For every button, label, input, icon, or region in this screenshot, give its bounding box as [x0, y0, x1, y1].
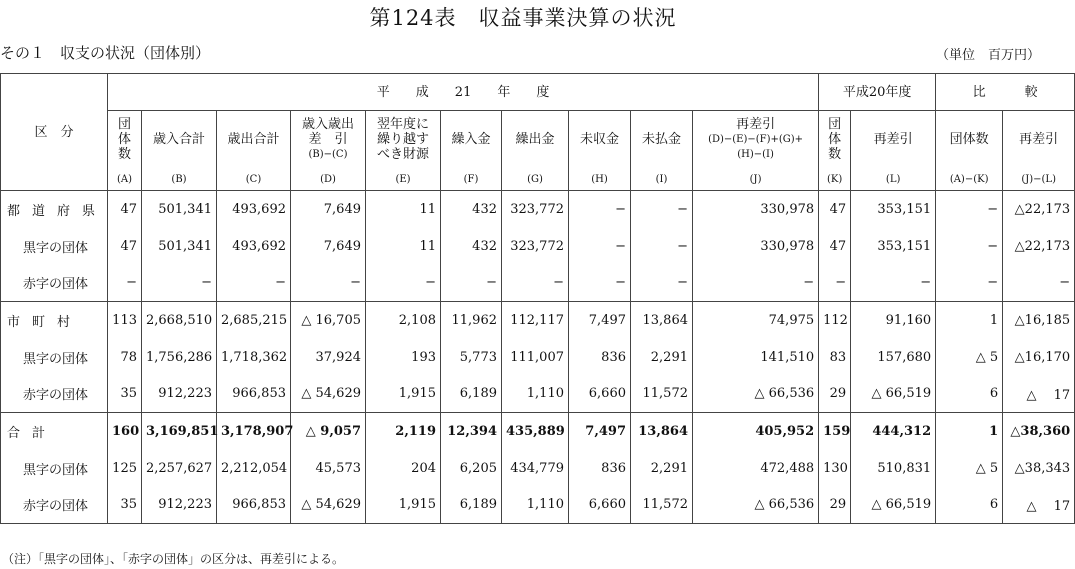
- table-cell: −: [291, 265, 366, 302]
- table-cell: 12,394: [441, 413, 502, 450]
- row-label: 黒字の団体: [1, 228, 108, 265]
- table-cell: 7,497: [569, 413, 631, 450]
- row-label: 黒字の団体: [1, 450, 108, 487]
- col-header-g: 繰出金: [502, 111, 569, 169]
- col-header-j: 再差引 (D)−(E)−(F)+(G)+(H)−(I): [693, 111, 819, 169]
- col-code-c: (C): [217, 169, 291, 191]
- table-cell: 2,119: [366, 413, 441, 450]
- table-cell: −: [217, 265, 291, 302]
- table-cell: −: [819, 265, 851, 302]
- table-cell: 125: [108, 450, 142, 487]
- table-cell: 2,257,627: [142, 450, 217, 487]
- table-cell: 472,488: [693, 450, 819, 487]
- col-code-l: (L): [851, 169, 936, 191]
- table-cell: 7,649: [291, 191, 366, 228]
- col-code-i: (I): [631, 169, 693, 191]
- table-cell: −: [441, 265, 502, 302]
- table-cell: 432: [441, 228, 502, 265]
- table-cell: −: [693, 265, 819, 302]
- row-label: 合計: [1, 413, 108, 450]
- col-code-j: (J): [693, 169, 819, 191]
- table-cell: 2,108: [366, 302, 441, 339]
- table-cell: △ 5: [936, 339, 1003, 376]
- table-cell: △ 66,536: [693, 376, 819, 413]
- table-cell: 435,889: [502, 413, 569, 450]
- table-cell: 47: [819, 191, 851, 228]
- col-header-a: 団体数: [117, 117, 131, 163]
- table-cell: 405,952: [693, 413, 819, 450]
- col-header-ak: 団体数: [936, 111, 1003, 169]
- table-cell: −: [142, 265, 217, 302]
- row-label: 赤字の団体: [1, 487, 108, 524]
- table-cell: 204: [366, 450, 441, 487]
- table-cell: 1,915: [366, 376, 441, 413]
- row-label: 都道府県: [1, 191, 108, 228]
- table-cell: 130: [819, 450, 851, 487]
- table-cell: 11: [366, 228, 441, 265]
- col-code-g: (G): [502, 169, 569, 191]
- table-cell: 330,978: [693, 191, 819, 228]
- table-cell: △ 66,536: [693, 487, 819, 524]
- table-row: [1, 265, 1075, 302]
- table-cell: 47: [819, 228, 851, 265]
- table-cell: 1,110: [502, 487, 569, 524]
- table-cell: 501,341: [142, 191, 217, 228]
- table-cell: −: [631, 265, 693, 302]
- table-cell: 6,660: [569, 487, 631, 524]
- table-row: [1, 413, 1075, 450]
- col-header-h: 未収金: [569, 111, 631, 169]
- table-cell: 78: [108, 339, 142, 376]
- table-cell: 7,649: [291, 228, 366, 265]
- table-cell: −: [936, 228, 1003, 265]
- table-cell: 836: [569, 450, 631, 487]
- col-code-jl: (J)−(L): [1003, 169, 1075, 191]
- table-cell: 13,864: [631, 302, 693, 339]
- col-code-a: (A): [108, 169, 142, 191]
- col-header-k: 団体数: [819, 111, 851, 169]
- table-cell: 141,510: [693, 339, 819, 376]
- table-cell: 159: [819, 413, 851, 450]
- table-cell: −: [936, 265, 1003, 302]
- header-hikaku: 比 較: [936, 74, 1075, 111]
- settlement-table: [0, 73, 1075, 524]
- table-cell: 510,831: [851, 450, 936, 487]
- table-cell: −: [108, 265, 142, 302]
- table-cell: 13,864: [631, 413, 693, 450]
- table-cell: 353,151: [851, 191, 936, 228]
- header-h21: 平 成 21 年 度: [108, 74, 819, 111]
- table-cell: 35: [108, 376, 142, 413]
- col-code-e: (E): [366, 169, 441, 191]
- table-row: [1, 450, 1075, 487]
- table-cell: 1,915: [366, 487, 441, 524]
- col-code-f: (F): [441, 169, 502, 191]
- col-code-ak: (A)−(K): [936, 169, 1003, 191]
- row-label: 市町村: [1, 302, 108, 339]
- table-cell: △ 54,629: [291, 376, 366, 413]
- table-cell: △ 5: [936, 450, 1003, 487]
- page-title: 第124表 収益事業決算の状況: [369, 6, 677, 30]
- table-cell: △38,360: [1003, 413, 1075, 450]
- table-cell: 6,205: [441, 450, 502, 487]
- col-header-c: 歳出合計: [217, 111, 291, 169]
- col-header-l: 再差引: [851, 111, 936, 169]
- table-cell: 160: [108, 413, 142, 450]
- table-cell: 35: [108, 487, 142, 524]
- col-header-b: 歳入合計: [142, 111, 217, 169]
- table-cell: 193: [366, 339, 441, 376]
- table-cell: −: [569, 265, 631, 302]
- table-cell: 1,756,286: [142, 339, 217, 376]
- table-cell: 112: [819, 302, 851, 339]
- table-cell: △ 66,519: [851, 487, 936, 524]
- col-header-d: 歳入歳出差 引 (B)−(C): [291, 111, 366, 169]
- table-cell: 836: [569, 339, 631, 376]
- table-cell: 1: [936, 302, 1003, 339]
- row-label: 赤字の団体: [1, 376, 108, 413]
- table-cell: 7,497: [569, 302, 631, 339]
- footnote: （注）「黒字の団体」、「赤字の団体」の区分は、再差引による。: [2, 552, 345, 566]
- col-code-h: (H): [569, 169, 631, 191]
- table-cell: −: [936, 191, 1003, 228]
- table-cell: 157,680: [851, 339, 936, 376]
- table-cell: 11,962: [441, 302, 502, 339]
- table-cell: 5,773: [441, 339, 502, 376]
- table-row: [1, 228, 1075, 265]
- table-subtitle: その１ 収支の状況（団体別）: [0, 44, 211, 62]
- table-cell: 493,692: [217, 228, 291, 265]
- col-header-jl: 再差引: [1003, 111, 1075, 169]
- table-cell: −: [569, 191, 631, 228]
- table-cell: 6,189: [441, 376, 502, 413]
- header-h20: 平成20年度: [819, 74, 936, 111]
- table-cell: △22,173: [1003, 191, 1075, 228]
- table-cell: 2,668,510: [142, 302, 217, 339]
- table-cell: 3,169,851: [142, 413, 217, 450]
- table-cell: 45,573: [291, 450, 366, 487]
- table-cell: △16,170: [1003, 339, 1075, 376]
- table-cell: −: [366, 265, 441, 302]
- table-cell: 3,178,907: [217, 413, 291, 450]
- table-cell: 444,312: [851, 413, 936, 450]
- table-cell: 83: [819, 339, 851, 376]
- table-cell: △22,173: [1003, 228, 1075, 265]
- table-cell: 6: [936, 376, 1003, 413]
- table-cell: 11: [366, 191, 441, 228]
- table-cell: △ 66,519: [851, 376, 936, 413]
- table-cell: −: [631, 191, 693, 228]
- table-row: [1, 302, 1075, 339]
- table-cell: 493,692: [217, 191, 291, 228]
- table-cell: 434,779: [502, 450, 569, 487]
- table-cell: 74,975: [693, 302, 819, 339]
- row-label: 赤字の団体: [1, 265, 108, 302]
- table-cell: 111,007: [502, 339, 569, 376]
- header-kubun: 区 分: [1, 74, 108, 191]
- table-row: [1, 339, 1075, 376]
- table-cell: 11,572: [631, 487, 693, 524]
- col-header-e: 翌年度に繰り越すべき財源: [366, 111, 441, 169]
- table-cell: 47: [108, 228, 142, 265]
- table-cell: 1: [936, 413, 1003, 450]
- table-cell: 432: [441, 191, 502, 228]
- col-code-d: (D): [291, 169, 366, 191]
- table-cell: −: [569, 228, 631, 265]
- table-cell: 6,189: [441, 487, 502, 524]
- table-cell: 37,924: [291, 339, 366, 376]
- table-cell: 1,718,362: [217, 339, 291, 376]
- table-cell: 11,572: [631, 376, 693, 413]
- table-cell: 323,772: [502, 228, 569, 265]
- table-cell: 323,772: [502, 191, 569, 228]
- table-cell: △38,343: [1003, 450, 1075, 487]
- table-cell: 112,117: [502, 302, 569, 339]
- table-cell: 2,685,215: [217, 302, 291, 339]
- table-cell: △ 54,629: [291, 487, 366, 524]
- table-cell: 2,291: [631, 339, 693, 376]
- table-cell: 912,223: [142, 376, 217, 413]
- table-cell: 113: [108, 302, 142, 339]
- table-cell: −: [1003, 265, 1075, 302]
- table-cell: 29: [819, 376, 851, 413]
- table-row: [1, 376, 1075, 413]
- table-row: [1, 191, 1075, 228]
- table-cell: 29: [819, 487, 851, 524]
- table-cell: △ 17: [1003, 376, 1075, 413]
- table-cell: 2,212,054: [217, 450, 291, 487]
- col-code-b: (B): [142, 169, 217, 191]
- col-header-i: 未払金: [631, 111, 693, 169]
- table-cell: △ 17: [1003, 487, 1075, 524]
- table-cell: △ 9,057: [291, 413, 366, 450]
- table-cell: 912,223: [142, 487, 217, 524]
- unit-label: （単位 百万円）: [935, 48, 1040, 63]
- table-cell: −: [851, 265, 936, 302]
- col-code-k: (K): [819, 169, 851, 191]
- table-cell: −: [631, 228, 693, 265]
- table-cell: △ 16,705: [291, 302, 366, 339]
- table-cell: 966,853: [217, 487, 291, 524]
- table-cell: 6,660: [569, 376, 631, 413]
- table-cell: △16,185: [1003, 302, 1075, 339]
- table-cell: 1,110: [502, 376, 569, 413]
- table-cell: 47: [108, 191, 142, 228]
- table-cell: 2,291: [631, 450, 693, 487]
- table-cell: 330,978: [693, 228, 819, 265]
- table-cell: 966,853: [217, 376, 291, 413]
- col-header-f: 繰入金: [441, 111, 502, 169]
- row-label: 黒字の団体: [1, 339, 108, 376]
- table-cell: 91,160: [851, 302, 936, 339]
- table-cell: −: [502, 265, 569, 302]
- table-cell: 353,151: [851, 228, 936, 265]
- table-cell: 6: [936, 487, 1003, 524]
- table-row: [1, 487, 1075, 524]
- table-cell: 501,341: [142, 228, 217, 265]
